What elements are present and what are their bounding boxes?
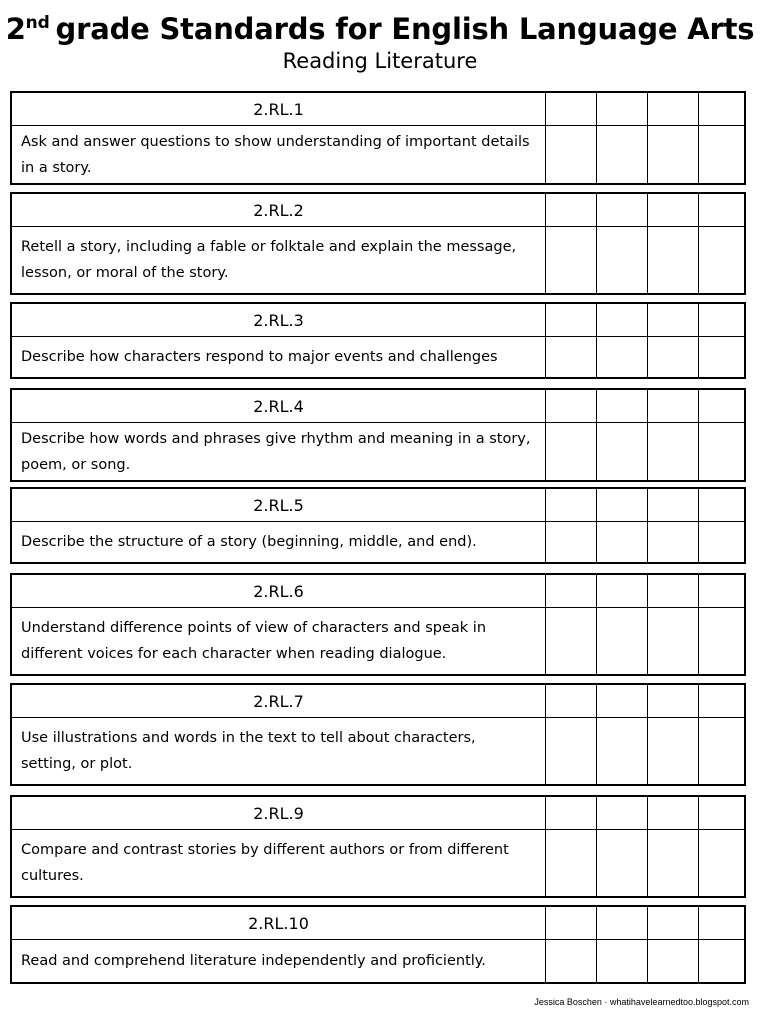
- checkbox-cell[interactable]: [699, 489, 744, 522]
- checkbox-cell[interactable]: [597, 830, 648, 896]
- checkbox-cell[interactable]: [546, 685, 597, 718]
- standard-code: 2.RL.2: [12, 194, 546, 227]
- checkbox-cell[interactable]: [546, 830, 597, 896]
- checkbox-cell[interactable]: [699, 304, 744, 337]
- standard-description: Understand difference points of view of characters and speak in different voices for each character when reading dialogue.: [12, 608, 546, 674]
- checkbox-cell[interactable]: [699, 522, 744, 562]
- checkbox-cell[interactable]: [699, 797, 744, 830]
- checkbox-cell[interactable]: [597, 93, 648, 126]
- checkbox-cell[interactable]: [699, 194, 744, 227]
- checkbox-cell[interactable]: [699, 575, 744, 608]
- checkbox-cell[interactable]: [648, 608, 699, 674]
- standard-code: 2.RL.3: [12, 304, 546, 337]
- title-text: grade Standards for English Language Arts: [55, 12, 755, 46]
- standard-description: Use illustrations and words in the text to tell about characters, setting, or plot.: [12, 718, 546, 784]
- standard-block: [10, 487, 746, 564]
- checkbox-cell[interactable]: [699, 390, 744, 423]
- checkbox-cell[interactable]: [597, 940, 648, 982]
- checkbox-cell[interactable]: [546, 304, 597, 337]
- standard-block: [10, 905, 746, 984]
- checkbox-cell[interactable]: [597, 337, 648, 377]
- checkbox-cell[interactable]: [546, 797, 597, 830]
- checkbox-cell[interactable]: [648, 304, 699, 337]
- standard-description: Describe the structure of a story (beginning, middle, and end).: [12, 522, 546, 562]
- checkbox-cell[interactable]: [546, 126, 597, 183]
- checkbox-cell[interactable]: [699, 830, 744, 896]
- checkbox-cell[interactable]: [648, 126, 699, 183]
- checkbox-cell[interactable]: [699, 337, 744, 377]
- checkbox-cell[interactable]: [648, 227, 699, 293]
- standard-description: Retell a story, including a fable or folktale and explain the message, lesson, or moral of the story.: [12, 227, 546, 293]
- checkbox-cell[interactable]: [546, 489, 597, 522]
- checkbox-cell[interactable]: [546, 608, 597, 674]
- checkbox-cell[interactable]: [546, 390, 597, 423]
- checkbox-cell[interactable]: [648, 940, 699, 982]
- checkbox-cell[interactable]: [597, 685, 648, 718]
- checkbox-cell[interactable]: [699, 423, 744, 480]
- checkbox-cell[interactable]: [597, 489, 648, 522]
- standard-description: Read and comprehend literature independently and proficiently.: [12, 940, 546, 982]
- checkbox-cell[interactable]: [597, 797, 648, 830]
- standard-code: 2.RL.10: [12, 907, 546, 940]
- checkbox-cell[interactable]: [546, 227, 597, 293]
- standard-block: [10, 302, 746, 379]
- checkbox-cell[interactable]: [699, 227, 744, 293]
- checkbox-cell[interactable]: [546, 194, 597, 227]
- checkbox-cell[interactable]: [597, 390, 648, 423]
- standard-block: [10, 573, 746, 676]
- checkbox-cell[interactable]: [648, 194, 699, 227]
- checkbox-cell[interactable]: [648, 797, 699, 830]
- checkbox-cell[interactable]: [648, 390, 699, 423]
- page-title: [0, 8, 760, 50]
- checkbox-cell[interactable]: [648, 718, 699, 784]
- checkbox-cell[interactable]: [597, 907, 648, 940]
- checkbox-cell[interactable]: [699, 907, 744, 940]
- checkbox-cell[interactable]: [546, 940, 597, 982]
- checkbox-cell[interactable]: [699, 718, 744, 784]
- standard-description: Ask and answer questions to show understanding of important details in a story.: [12, 126, 546, 183]
- checkbox-cell[interactable]: [546, 907, 597, 940]
- standard-code: 2.RL.9: [12, 797, 546, 830]
- checkbox-cell[interactable]: [597, 522, 648, 562]
- checkbox-cell[interactable]: [597, 718, 648, 784]
- checkbox-cell[interactable]: [597, 126, 648, 183]
- standard-code: 2.RL.1: [12, 93, 546, 126]
- checkbox-cell[interactable]: [648, 575, 699, 608]
- standard-code: 2.RL.7: [12, 685, 546, 718]
- checkbox-cell[interactable]: [546, 93, 597, 126]
- checkbox-cell[interactable]: [648, 522, 699, 562]
- checkbox-cell[interactable]: [546, 718, 597, 784]
- checkbox-cell[interactable]: [648, 830, 699, 896]
- standard-block: [10, 192, 746, 295]
- standard-code: 2.RL.4: [12, 390, 546, 423]
- page-subtitle: Reading Literature: [282, 49, 478, 73]
- checkbox-cell[interactable]: [597, 575, 648, 608]
- standard-block: [10, 683, 746, 786]
- standard-description: Compare and contrast stories by different authors or from different cultures.: [12, 830, 546, 896]
- standard-description: Describe how characters respond to major events and challenges: [12, 337, 546, 377]
- standard-code: 2.RL.6: [12, 575, 546, 608]
- checkbox-cell[interactable]: [699, 608, 744, 674]
- footer-credit: Jessica Boschen · whatihavelearnedtoo.blogspot.com: [534, 997, 749, 1007]
- checkbox-cell[interactable]: [597, 227, 648, 293]
- checkbox-cell[interactable]: [597, 194, 648, 227]
- grade-number: 2: [5, 12, 26, 46]
- standard-block: [10, 795, 746, 898]
- checkbox-cell[interactable]: [597, 608, 648, 674]
- checkbox-cell[interactable]: [546, 423, 597, 480]
- standard-code: 2.RL.5: [12, 489, 546, 522]
- checkbox-cell[interactable]: [699, 93, 744, 126]
- checkbox-cell[interactable]: [546, 337, 597, 377]
- grade-suffix: nd: [25, 13, 50, 33]
- checkbox-cell[interactable]: [597, 423, 648, 480]
- checkbox-cell[interactable]: [648, 907, 699, 940]
- checkbox-cell[interactable]: [699, 685, 744, 718]
- checkbox-cell[interactable]: [648, 685, 699, 718]
- standard-description: Describe how words and phrases give rhythm and meaning in a story, poem, or song.: [12, 423, 546, 480]
- checkbox-cell[interactable]: [648, 423, 699, 480]
- checkbox-cell[interactable]: [648, 337, 699, 377]
- checkbox-cell[interactable]: [648, 489, 699, 522]
- standard-block: [10, 388, 746, 482]
- checkbox-cell[interactable]: [699, 126, 744, 183]
- checkbox-cell[interactable]: [546, 522, 597, 562]
- standard-block: [10, 91, 746, 185]
- checkbox-cell[interactable]: [648, 93, 699, 126]
- checkbox-cell[interactable]: [597, 304, 648, 337]
- checkbox-cell[interactable]: [699, 940, 744, 982]
- checkbox-cell[interactable]: [546, 575, 597, 608]
